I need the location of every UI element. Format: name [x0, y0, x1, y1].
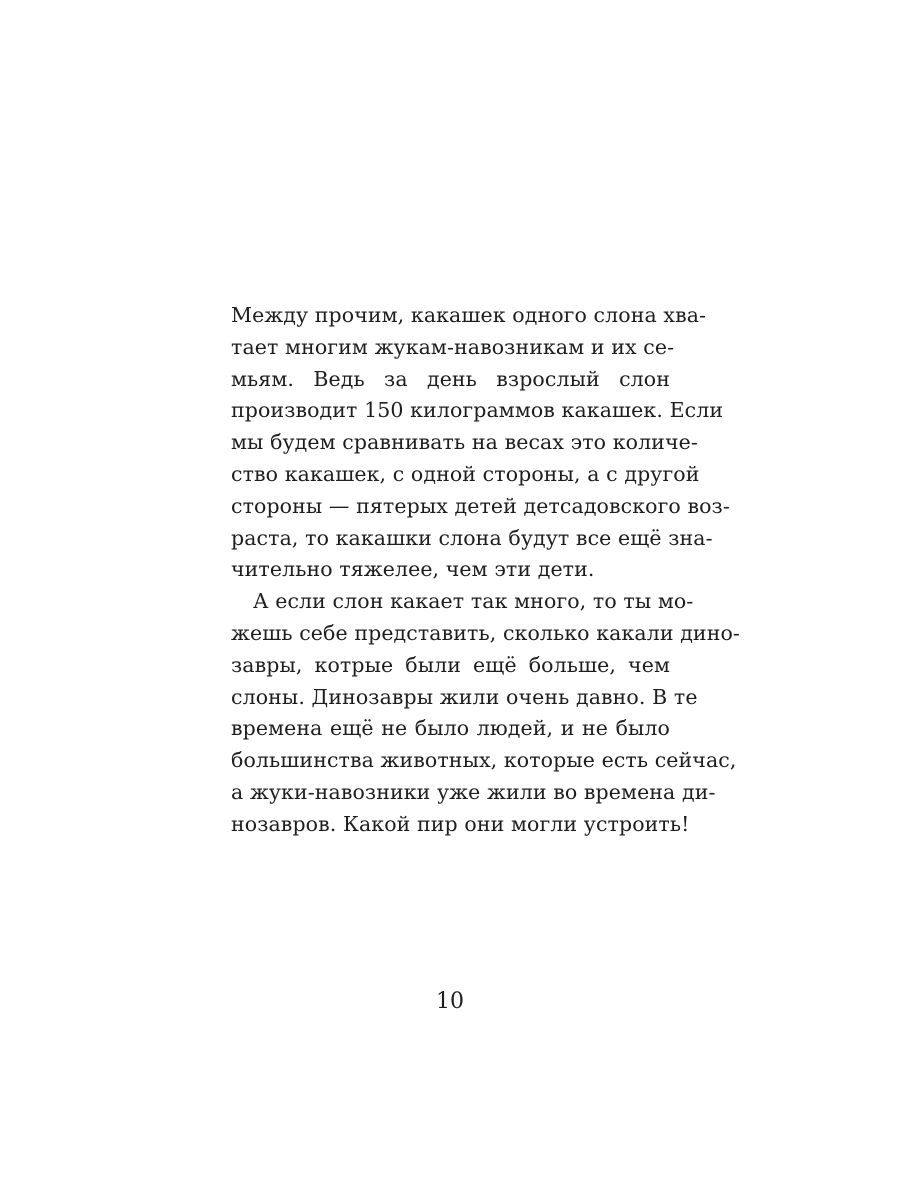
text-line: Между прочим, какашек одного слона хва- — [231, 303, 707, 327]
text-line: мьям. Ведь за день взрослый слон — [231, 366, 670, 391]
paragraph-1 — [231, 300, 730, 586]
text-line: большинства животных, которые есть сейчас, — [231, 748, 737, 773]
text-line: тает многим жукам-навозникам и их се- — [231, 334, 675, 359]
text-line: а жуки-навозники уже жили во времена ди- — [231, 779, 716, 804]
paragraph-2 — [231, 586, 740, 840]
text-line: А если слон какает так много, то ты мо- — [253, 589, 694, 614]
text-line: жешь себе представить, сколько какали дино- — [231, 620, 740, 645]
text-line: слоны. Динозавры жили очень давно. В те — [231, 684, 698, 709]
text-line: завры, котрые были ещё больше, чем — [231, 652, 670, 677]
text-line: производит 150 килограммов какашек. Если — [231, 398, 724, 423]
page-number: 10 — [436, 989, 464, 1014]
text-line: времена ещё не было людей, и не было — [231, 716, 670, 741]
text-line: чительно тяжелее, чем эти дети. — [231, 557, 595, 582]
text-line: раста, то какашки слона будут все ещё зна- — [231, 525, 713, 550]
text-line: мы будем сравнивать на весах это количе- — [231, 430, 698, 455]
text-line: нозавров. Какой пир они могли устроить! — [231, 811, 690, 836]
text-line: ство какашек, с одной стороны, а с другой — [231, 461, 700, 486]
body-text — [231, 300, 740, 841]
text-line: стороны — пятерых детей детсадовского воз- — [231, 493, 730, 518]
